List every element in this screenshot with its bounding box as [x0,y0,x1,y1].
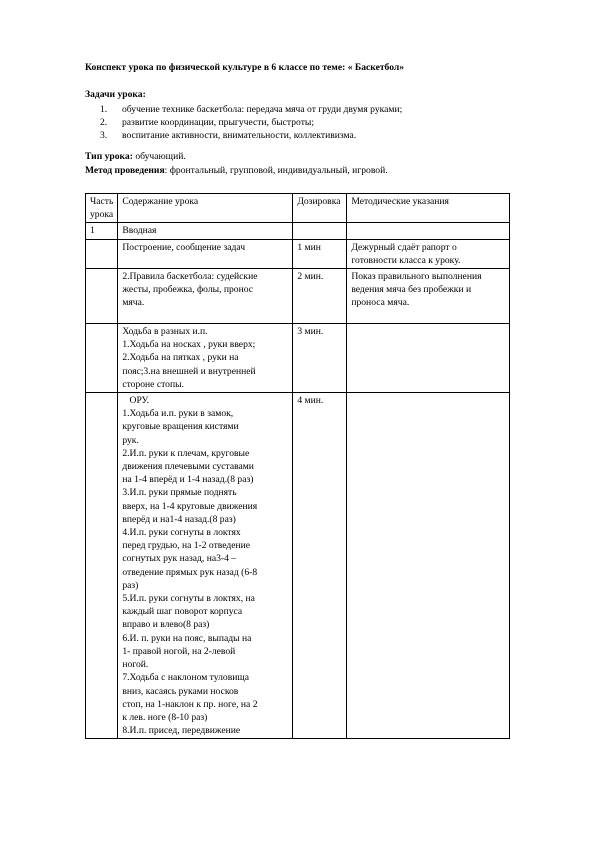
table-row [86,239,510,268]
table-row [86,269,510,324]
cell-notes [347,324,510,393]
cell-content: Вводная [118,223,293,239]
lesson-table [85,193,510,739]
cell-content: Ходьба в разных и.п. 1.Ходьба на носках , руки вверх; 2.Ходьба на пятках , руки на пояс;3.на внешней и внутренней стороне стопы. [118,324,293,393]
task-item: 3. воспитание активности, внимательности, коллективизма. [100,130,357,141]
table-row [86,324,510,393]
header-notes: Методические указания [347,194,510,223]
table-row [86,223,510,239]
task-item: 2. развитие координации, прыгучести, быстроты; [100,117,315,128]
lesson-method: Метод проведения: фронтальный, групповой, индивидуальный, игровой. [85,165,388,176]
cell-notes: Дежурный сдаёт рапорт о готовности класса к уроку. [347,239,510,268]
cell-dosage: 2 мин. [293,269,347,324]
header-part: Часть урока [86,194,118,223]
tasks-heading: Задачи урока: [85,89,146,100]
cell-dosage: 3 мин. [293,324,347,393]
cell-dosage: 4 мин. [293,393,347,739]
table-row [86,393,510,739]
table-header-row [86,194,510,223]
cell-content: 2.Правила баскетбола: судейские жесты, пробежка, фолы, пронос мяча. [118,269,293,324]
tasks-list [100,103,402,142]
lesson-type: Тип урока: обучающий. [85,151,186,162]
cell-part [86,269,118,324]
document-title: Конспект урока по физической культуре в 6 классе по теме: « Баскетбол» [85,62,405,73]
cell-notes: Показ правильного выполнения ведения мяча без пробежки и проноса мяча. [347,269,510,324]
cell-part: 1 [86,223,118,239]
cell-notes [347,223,510,239]
cell-dosage: 1 мин [293,239,347,268]
cell-part [86,393,118,739]
cell-part [86,239,118,268]
cell-dosage [293,223,347,239]
cell-content: ОРУ. 1.Ходьба и.п. руки в замок, круговые вращения кистями рук. 2.И.п. руки к плечам, круговые движения плечевыми суставами на 1-4 вперёд и 1-4 назад.(8 раз) 3.И.п. руки прямые поднять вверх, на 1-4 круговые движения вперёд и на1-4 назад.(8 раз) 4.И.п. руки согнуты в локтях перед грудью, на 1-2 отведение согнутых рук назад, на3-4 – отведение прямых рук назад (6-8 раз) 5.И.п. руки согнуты в локтях, на каждый шаг поворот корпуса вправо и влево(8 раз) 6.И. п. руки на пояс, выпады на 1- правой ногой, на 2-левой ногой. 7.Ходьба с наклоном туловища вниз, касаясь руками носков стоп, на 1-наклон к пр. ноге, на 2 к лев. ноге (8-10 раз) 8.И.п. присед, передвижение [118,393,293,739]
task-item: 1. обучение технике баскетбола: передача мяча от груди двумя руками; [100,104,403,115]
cell-notes [347,393,510,739]
cell-part [86,324,118,393]
header-dosage: Дозировка [293,194,347,223]
cell-content: Построение, сообщение задач [118,239,293,268]
header-content: Содержание урока [118,194,293,223]
